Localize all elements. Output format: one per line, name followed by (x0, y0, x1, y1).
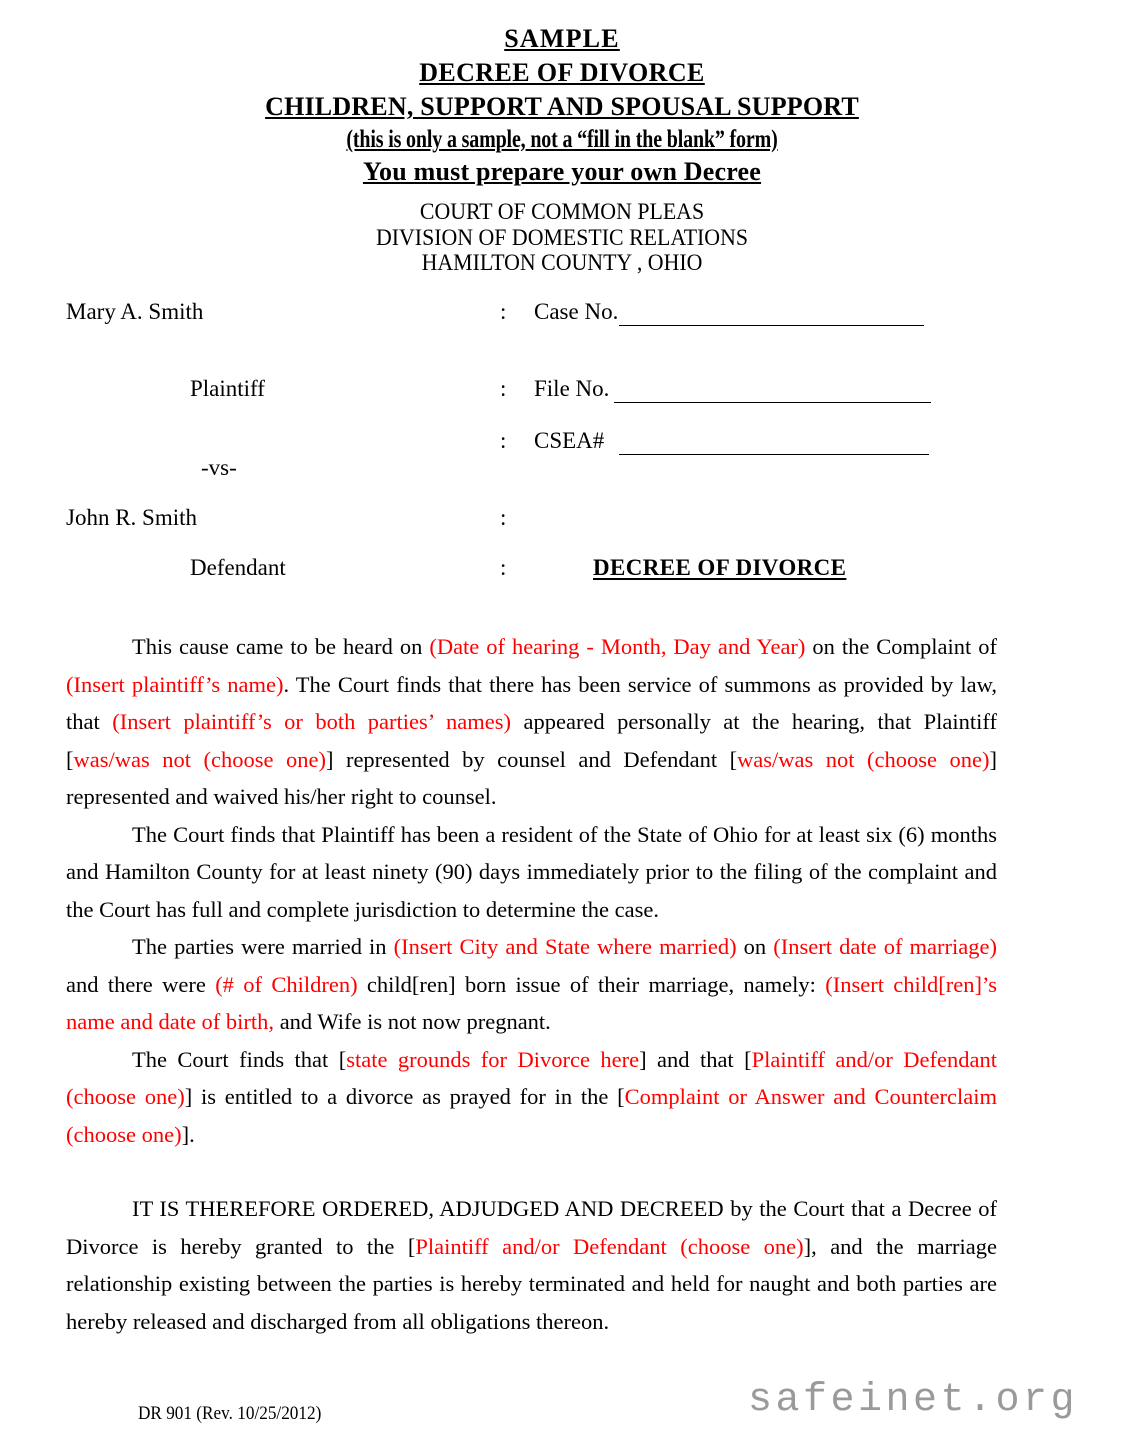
court-heading (0, 199, 1124, 276)
body-text-run: ] and that [ (639, 1046, 752, 1072)
body-text-run: The Court finds that Plaintiff has been a resident of the State of Ohio for at least six (6) months and Hamilton County for at least ninety (90) days immediately prior to the filing of the complaint and the Court has full and complete jurisdiction to determine the case. (66, 821, 997, 922)
title-line-sample-note-text: (this is only a sample, not a “fill in the blank” form) (346, 126, 778, 153)
body-text-run: ] represented by counsel and Defendant [ (325, 746, 738, 772)
csea-number-input[interactable] (619, 454, 929, 455)
court-division: DIVISION OF DOMESTIC RELATIONS (375, 224, 749, 250)
title-line-sample-note (112, 127, 1011, 152)
body-text-run: on (736, 934, 774, 959)
csea-label: CSEA# (534, 428, 605, 453)
insert-placeholder-text: state grounds for Divorce here (346, 1046, 640, 1072)
versus-label: -vs- (201, 455, 237, 480)
body-text-run: ], and the marriage relationship existing between the parties is hereby terminated and held for naught and both parties are hereby released and discharged from all obligations thereon. (66, 1233, 998, 1334)
body-text-run: and Wife is not now pregnant. (274, 1009, 551, 1034)
body-paragraph-4 (66, 1041, 997, 1154)
body-text-run: appeared personally at the hearing, that Plaintiff [ (66, 709, 997, 772)
title-line-prepare-own-text: You must prepare your own Decree (362, 157, 762, 186)
form-number: DR 901 (Rev. 10/25/2012) (138, 1404, 322, 1424)
title-line-children-support (0, 94, 1124, 120)
insert-placeholder-text: Complaint or Answer and Counterclaim (choose one) (66, 1084, 997, 1147)
body-text-run: . The Court finds that there has been service of summons as provided by law, that (66, 671, 997, 734)
title-line-sample (0, 26, 1124, 52)
insert-placeholder-text: was/was not (choose one) (73, 746, 326, 772)
title-line-prepare-own (0, 159, 1124, 185)
insert-placeholder-text: Plaintiff and/or Defendant (choose one) (415, 1233, 804, 1259)
decree-of-divorce-heading: DECREE OF DIVORCE (593, 555, 847, 580)
defendant-role-label: Defendant (190, 555, 286, 580)
insert-placeholder-text: (Insert child[ren]’s name and date of birth, (66, 971, 998, 1034)
caption-colon-1: : (500, 299, 507, 324)
title-line-sample-text: SAMPLE (504, 24, 620, 53)
caption-colon-3: : (500, 428, 507, 453)
plaintiff-role-label: Plaintiff (190, 376, 265, 401)
body-text-run: ] represented and waived his/her right to counsel. (66, 746, 998, 809)
insert-placeholder-text: was/was not (choose one) (737, 746, 990, 772)
body-paragraph-3 (66, 928, 997, 1041)
case-number-label: Case No. (534, 299, 619, 324)
file-number-input[interactable] (614, 402, 931, 403)
insert-placeholder-text: (Insert plaintiff’s name) (66, 671, 284, 697)
title-line-decree-text: DECREE OF DIVORCE (419, 58, 705, 87)
body-text-run: and there were (66, 971, 216, 997)
caption-colon-2: : (500, 376, 507, 401)
body-text-run: The Court finds that [ (132, 1046, 347, 1072)
watermark: safeinet.org (748, 1378, 1079, 1423)
file-number-label: File No. (534, 376, 610, 401)
caption-colon-4: : (500, 505, 507, 530)
body-text-run: ]. (181, 1121, 195, 1147)
court-name: COURT OF COMMON PLEAS (419, 199, 705, 224)
insert-placeholder-text: (Insert City and State where married) (393, 934, 737, 959)
body-text-run: This cause came to be heard on (132, 634, 430, 659)
body-text-run: child[ren] born issue of their marriage, namely: (357, 971, 826, 997)
body-paragraph-1 (66, 628, 997, 816)
title-line-decree (0, 60, 1124, 86)
insert-placeholder-text: (Insert plaintiff’s or both parties’ names) (112, 709, 512, 734)
insert-placeholder-text: (# of Children) (215, 971, 358, 997)
plaintiff-name: Mary A. Smith (66, 299, 204, 324)
insert-placeholder-text: (Date of hearing - Month, Day and Year) (429, 634, 806, 659)
caption-colon-5: : (500, 555, 507, 580)
case-number-input[interactable] (619, 325, 924, 326)
document-body (66, 628, 997, 1340)
defendant-name: John R. Smith (66, 505, 198, 530)
court-county: HAMILTON COUNTY , OHIO (421, 250, 703, 275)
body-paragraph-5 (66, 1190, 997, 1340)
body-text-run: ] is entitled to a divorce as prayed for in the [ (184, 1084, 625, 1109)
insert-placeholder-text: (Insert date of marriage) (773, 934, 997, 959)
body-text-run: IT IS THEREFORE ORDERED, ADJUDGED AND DECREED by the Court that a Decree of Divorce is hereby granted to the [ (66, 1196, 997, 1259)
body-paragraph-2 (66, 816, 997, 929)
body-text-run: on the Complaint of (805, 634, 997, 659)
body-text-run: The parties were married in (132, 934, 394, 959)
insert-placeholder-text: Plaintiff and/or Defendant (choose one) (66, 1046, 997, 1109)
document-title-block (0, 26, 1124, 185)
title-line-children-support-text: CHILDREN, SUPPORT AND SPOUSAL SUPPORT (265, 92, 859, 121)
